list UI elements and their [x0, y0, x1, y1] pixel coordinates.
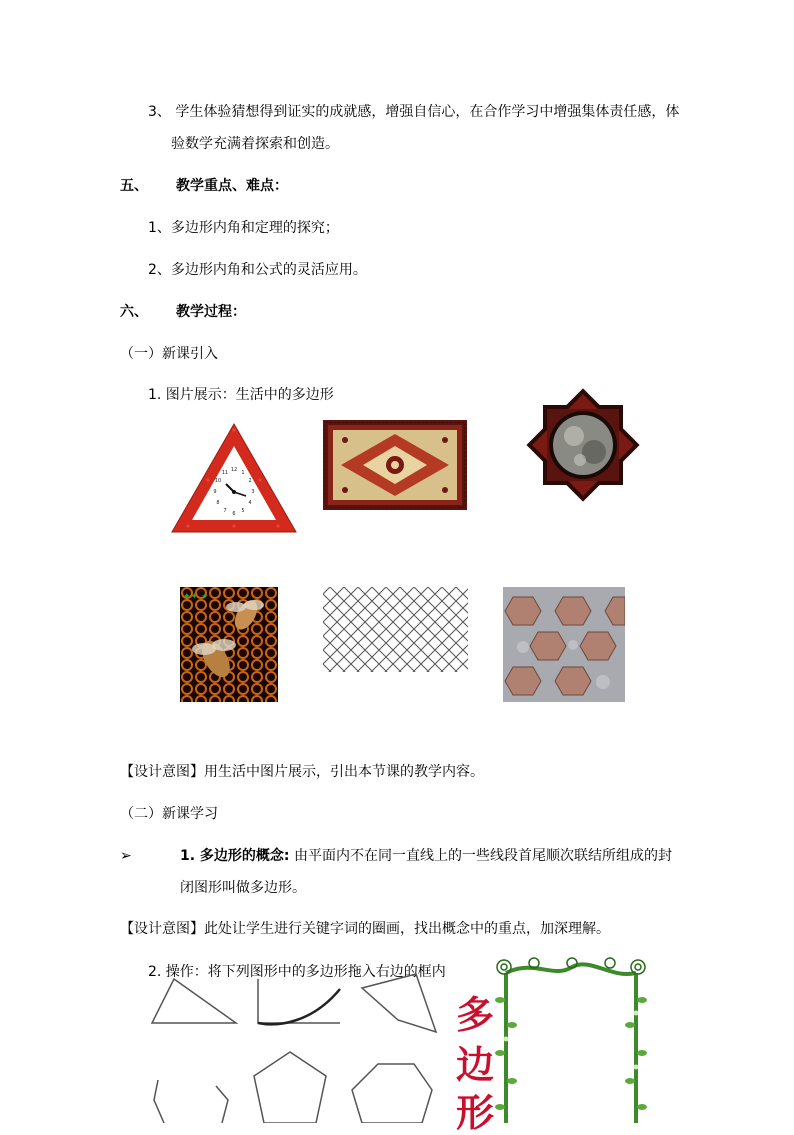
clock-number-8: 8 [216, 500, 220, 506]
clock-number-4: 4 [248, 500, 252, 506]
concept-label: 1. 多边形的概念: [180, 848, 290, 864]
polygon-concept-line2: 闭图形叫做多边形。 [180, 880, 306, 896]
objective-3-line2: 验数学充满着探索和创造。 [171, 136, 339, 152]
clock-number-5: 5 [241, 508, 245, 514]
stone-tile-image [503, 587, 625, 702]
shape-triangle[interactable] [148, 975, 240, 1027]
big-char-bian: 边 [456, 1042, 495, 1087]
design-intent-tag: 【设计意图】 [120, 764, 204, 780]
clock-number-9: 9 [213, 489, 217, 495]
clock-number-3: 3 [251, 489, 255, 495]
star-frame-image [516, 380, 650, 510]
objective-3-line1: 3、 学生体验猜想得到证实的成就感，增强自信心，在合作学习中增强集体责任感，体 [148, 104, 680, 120]
chain-link-fence-image [323, 587, 468, 672]
shape-pentagon[interactable] [250, 1048, 330, 1123]
clock-number-2: 2 [248, 478, 252, 484]
triangle-clock-image [168, 420, 300, 536]
clock-number-11: 11 [221, 470, 229, 476]
design-intent-tag-2: 【设计意图】 [120, 921, 204, 937]
section-6-number: 六、 [120, 304, 148, 320]
key-point-1: 1、多边形内角和定理的探究； [148, 220, 339, 236]
clock-number-7: 7 [223, 508, 227, 514]
bee-image-caption: ✦✦ ✦ [183, 592, 209, 602]
polygon-concept-line1 [180, 847, 672, 865]
image-intro-label: 1. 图片展示：生活中的多边形 [148, 387, 334, 403]
design-intent-text-2: 此处让学生进行关键字词的圈画，找出概念中的重点，加深理解。 [204, 921, 610, 937]
clock-number-6: 6 [232, 511, 236, 517]
operation-instruction: 2. 操作：将下列图形中的多边形拖入右边的框内 [148, 964, 446, 980]
bullet-arrow: ➢ [120, 848, 132, 864]
design-intent-1 [120, 763, 484, 781]
persian-rug-image [323, 420, 467, 510]
section-5-title: 教学重点、难点： [176, 178, 288, 194]
shape-quadrilateral[interactable] [356, 970, 440, 1038]
section-6-title: 教学过程： [176, 304, 246, 320]
big-char-duo: 多 [456, 992, 495, 1037]
design-intent-text: 用生活中图片展示，引出本节课的教学内容。 [204, 764, 484, 780]
polygon-drop-zone-frame[interactable] [494, 955, 650, 1123]
shape-open-polyline[interactable] [150, 1070, 234, 1123]
clock-number-1: 1 [241, 470, 245, 476]
shape-hexagon[interactable] [350, 1060, 434, 1123]
clock-number-12: 12 [230, 467, 238, 473]
key-point-2: 2、多边形内角和公式的灵活应用。 [148, 262, 367, 278]
section-5-number: 五、 [120, 178, 148, 194]
big-char-xing: 形 [456, 1090, 495, 1135]
subsection-new-learning: （二）新课学习 [120, 806, 218, 822]
subsection-intro: （一）新课引入 [120, 346, 218, 362]
clock-number-10: 10 [214, 478, 222, 484]
design-intent-2 [120, 920, 610, 938]
shape-sector[interactable] [254, 975, 344, 1029]
bee-honeycomb-image [180, 587, 278, 702]
concept-text: 由平面内不在同一直线上的一些线段首尾顺次联结所组成的封 [289, 848, 672, 864]
